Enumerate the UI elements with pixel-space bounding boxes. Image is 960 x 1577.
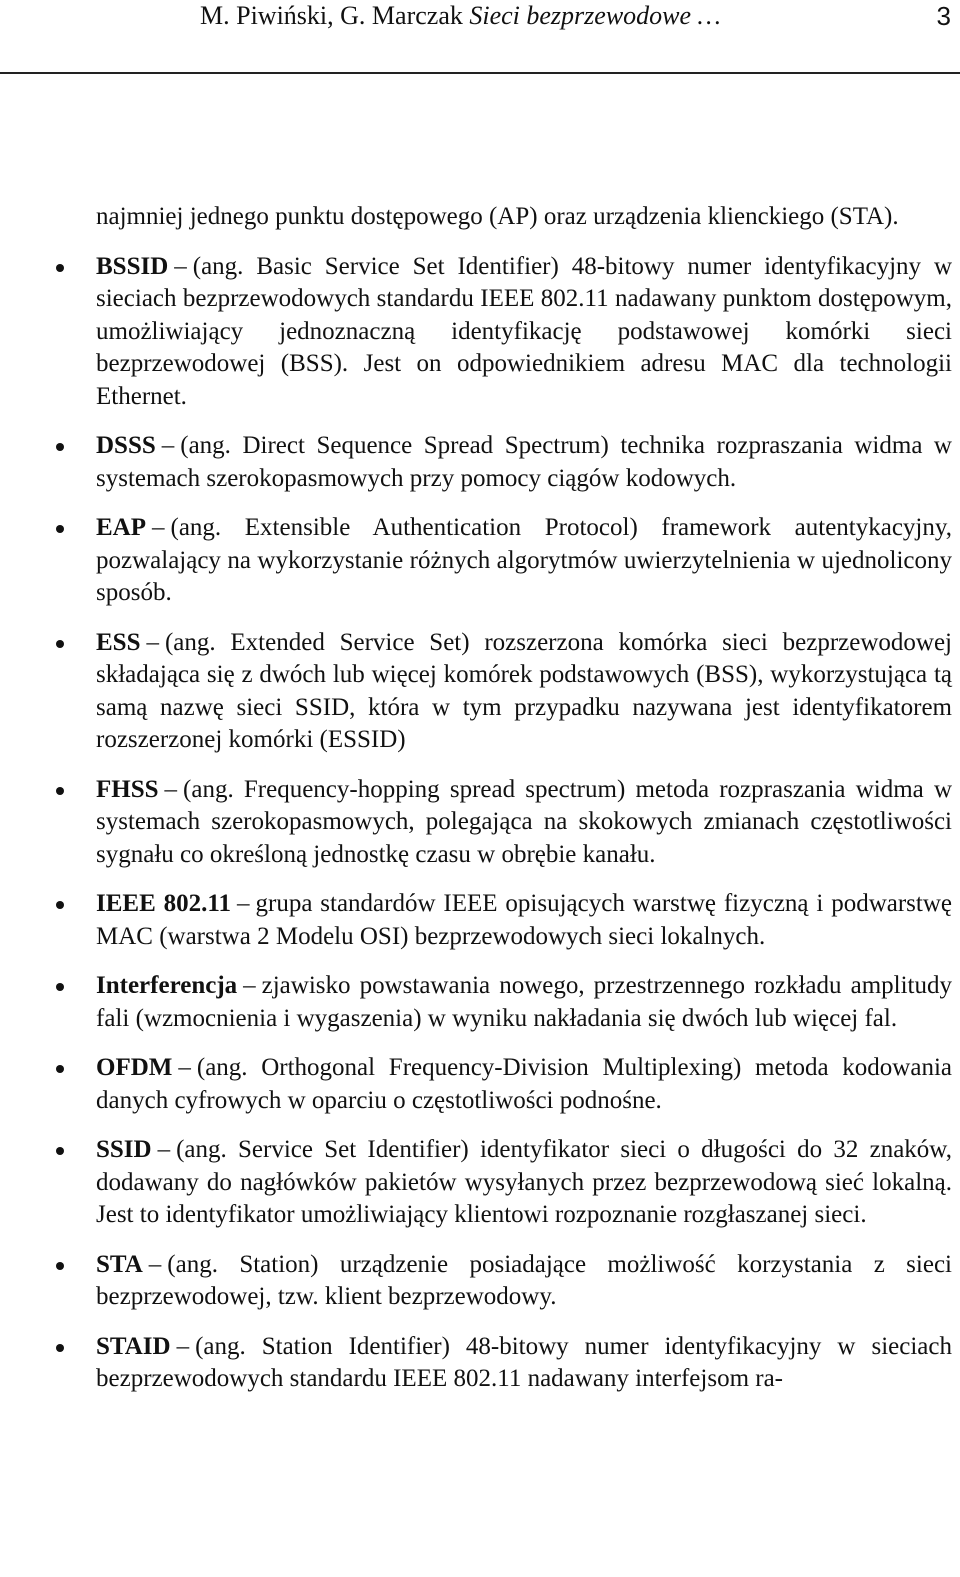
glossary-definition: (ang. Basic Service Set Identifier) 48-bitowy numer identyfikacyjny w sieciach bezprzewodowych standardu IEEE 802.11 nadawany punktom dostępowym, umożliwiający jednoznaczną identyfikację podstawowej komórki sieci bezprzewodowej (BSS). Jest on odpowiednikiem adresu MAC dla technologii Ethernet. bbox=[96, 252, 952, 410]
glossary-entry bbox=[96, 1052, 952, 1117]
glossary-entry bbox=[96, 1331, 952, 1396]
header-divider bbox=[0, 72, 960, 74]
header-title: Sieci bezprzewodowe … bbox=[469, 1, 721, 30]
continuation-text: najmniej jednego punktu dostępowego (AP) oraz urządzenia klienckiego (STA). bbox=[96, 203, 899, 230]
term-dash: – bbox=[176, 1332, 190, 1360]
glossary-list bbox=[96, 251, 952, 1396]
header-citation bbox=[200, 0, 721, 32]
glossary-term: ESS bbox=[96, 628, 141, 656]
glossary-entry bbox=[96, 512, 952, 610]
glossary-term: BSSID bbox=[96, 252, 169, 280]
glossary-definition: (ang. Direct Sequence Spread Spectrum) technika rozpraszania widma w systemach szerokopasmowych przy pomocy ciągów kodowych. bbox=[96, 432, 952, 492]
page-header bbox=[0, 0, 960, 74]
bullet-icon bbox=[56, 1065, 64, 1073]
term-dash: – bbox=[243, 972, 256, 999]
bullet-icon bbox=[56, 443, 64, 451]
term-dash: – bbox=[164, 775, 178, 803]
bullet-icon bbox=[56, 1147, 64, 1155]
glossary-entry bbox=[96, 1249, 952, 1314]
glossary-term: OFDM bbox=[96, 1054, 173, 1081]
glossary-entry bbox=[96, 774, 952, 872]
term-dash: – bbox=[157, 1136, 171, 1163]
bullet-icon bbox=[56, 640, 64, 648]
header-authors: M. Piwiński, G. Marczak bbox=[200, 1, 463, 30]
glossary-entry bbox=[96, 627, 952, 757]
term-dash: – bbox=[146, 628, 159, 656]
glossary-entry bbox=[96, 970, 952, 1035]
glossary-entry bbox=[96, 888, 952, 953]
glossary-term: Interferencja bbox=[96, 972, 238, 999]
bullet-icon bbox=[56, 983, 64, 991]
glossary-term: IEEE 802.11 bbox=[96, 890, 231, 917]
glossary-term: STAID bbox=[96, 1332, 171, 1360]
term-dash: – bbox=[152, 514, 165, 541]
glossary-definition: zjawisko powstawania nowego, przestrzennego rozkładu amplitudy fali (wzmocnienia i wygaszenia) w wyniku nakładania się dwóch lub więcej fal. bbox=[96, 972, 952, 1032]
term-dash: – bbox=[237, 890, 250, 917]
glossary-definition: (ang. Frequency-hopping spread spectrum) metoda rozpraszania widma w systemach szerokopasmowych, polegająca na skokowych zmianach częstotliwości sygnału co określoną jednostkę czasu w obrębie kanału. bbox=[96, 775, 952, 868]
term-dash: – bbox=[178, 1054, 191, 1081]
term-dash: – bbox=[148, 1250, 162, 1278]
glossary-definition: (ang. Extensible Authentication Protocol) framework autentykacyjny, pozwalający na wykorzystanie różnych algorytmów uwierzytelnienia w ujednolicony sposób. bbox=[96, 514, 952, 606]
glossary-entry bbox=[96, 1134, 952, 1232]
glossary-term: STA bbox=[96, 1250, 143, 1278]
bullet-icon bbox=[56, 525, 64, 533]
page-number: 3 bbox=[936, 1, 951, 31]
glossary-definition: (ang. Station) urządzenie posiadające możliwość korzystania z sieci bezprzewodowej, tzw. klient bezprzewodowy. bbox=[96, 1250, 952, 1310]
term-dash: – bbox=[174, 252, 187, 280]
glossary-term: DSSS bbox=[96, 432, 156, 459]
glossary-definition: (ang. Station Identifier) 48-bitowy numer identyfikacyjny w sieciach bezprzewodowych standardu IEEE 802.11 nadawany interfejsom ra- bbox=[96, 1332, 952, 1392]
bullet-icon bbox=[56, 264, 64, 272]
glossary-entry bbox=[96, 430, 952, 495]
glossary-definition: (ang. Service Set Identifier) identyfikator sieci o długości do 32 znaków, dodawany do nagłówków pakietów wysyłanych przez bezprzewodową sieć lokalną. Jest to identyfikator umożliwiający klientowi rozpoznanie rozgłaszanej sieci. bbox=[96, 1136, 952, 1228]
bullet-icon bbox=[56, 787, 64, 795]
glossary-definition: grupa standardów IEEE opisujących warstwę fizyczną i podwarstwę MAC (warstwa 2 Modelu OSI) bezprzewodowych sieci lokalnych. bbox=[96, 890, 953, 950]
term-dash: – bbox=[161, 432, 175, 459]
glossary-term: EAP bbox=[96, 514, 146, 541]
bullet-icon bbox=[56, 1262, 64, 1270]
glossary-definition: (ang. Extended Service Set) rozszerzona komórka sieci bezprzewodowej składająca się z dwóch lub więcej komórek podstawowych (BSS), wykorzystująca tą samą nazwę sieci SSID, która w tym przypadku nazywana jest identyfikatorem rozszerzonej komórki (ESSID) bbox=[96, 628, 952, 753]
glossary-content bbox=[96, 201, 952, 1413]
glossary-definition: (ang. Orthogonal Frequency-Division Multiplexing) metoda kodowania danych cyfrowych w oparciu o częstotliwości podnośne. bbox=[96, 1054, 952, 1114]
bullet-icon bbox=[56, 901, 64, 909]
glossary-term: FHSS bbox=[96, 775, 159, 803]
bullet-icon bbox=[56, 1344, 64, 1352]
glossary-term: SSID bbox=[96, 1136, 152, 1163]
glossary-entry bbox=[96, 251, 952, 414]
